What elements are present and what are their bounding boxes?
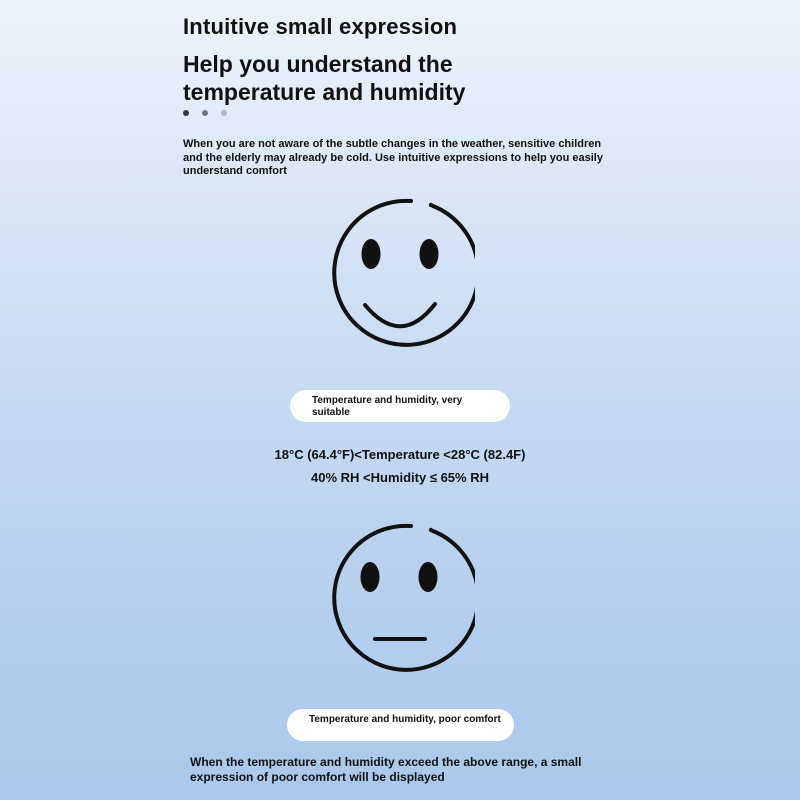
humidity-range: 40% RH <Humidity ≤ 65% RH [311,470,489,485]
status-label-good: Temperature and humidity, very suitable [290,390,510,422]
neutral-face-icon [315,518,475,678]
page-subtitle: Help you understand the temperature and humidity [183,51,466,105]
smiley-face-icon [315,193,475,353]
footer-note: When the temperature and humidity exceed the above range, a small expression of poor comfort will be displayed [190,755,582,784]
temperature-range: 18°C (64.4°F)<Temperature <28°C (82.4F) [274,447,526,462]
pager-dot-3 [221,110,227,116]
pager-dots [183,110,227,116]
status-label-poor: Temperature and humidity, poor comfort [287,709,514,741]
page-title: Intuitive small expression [183,14,458,39]
pager-dot-2 [202,110,208,116]
pager-dot-1 [183,110,189,116]
description-text: When you are not aware of the subtle changes in the weather, sensitive children and the elderly may already be cold. Use intuitive expressions to help you easily understand comfort [183,138,603,177]
